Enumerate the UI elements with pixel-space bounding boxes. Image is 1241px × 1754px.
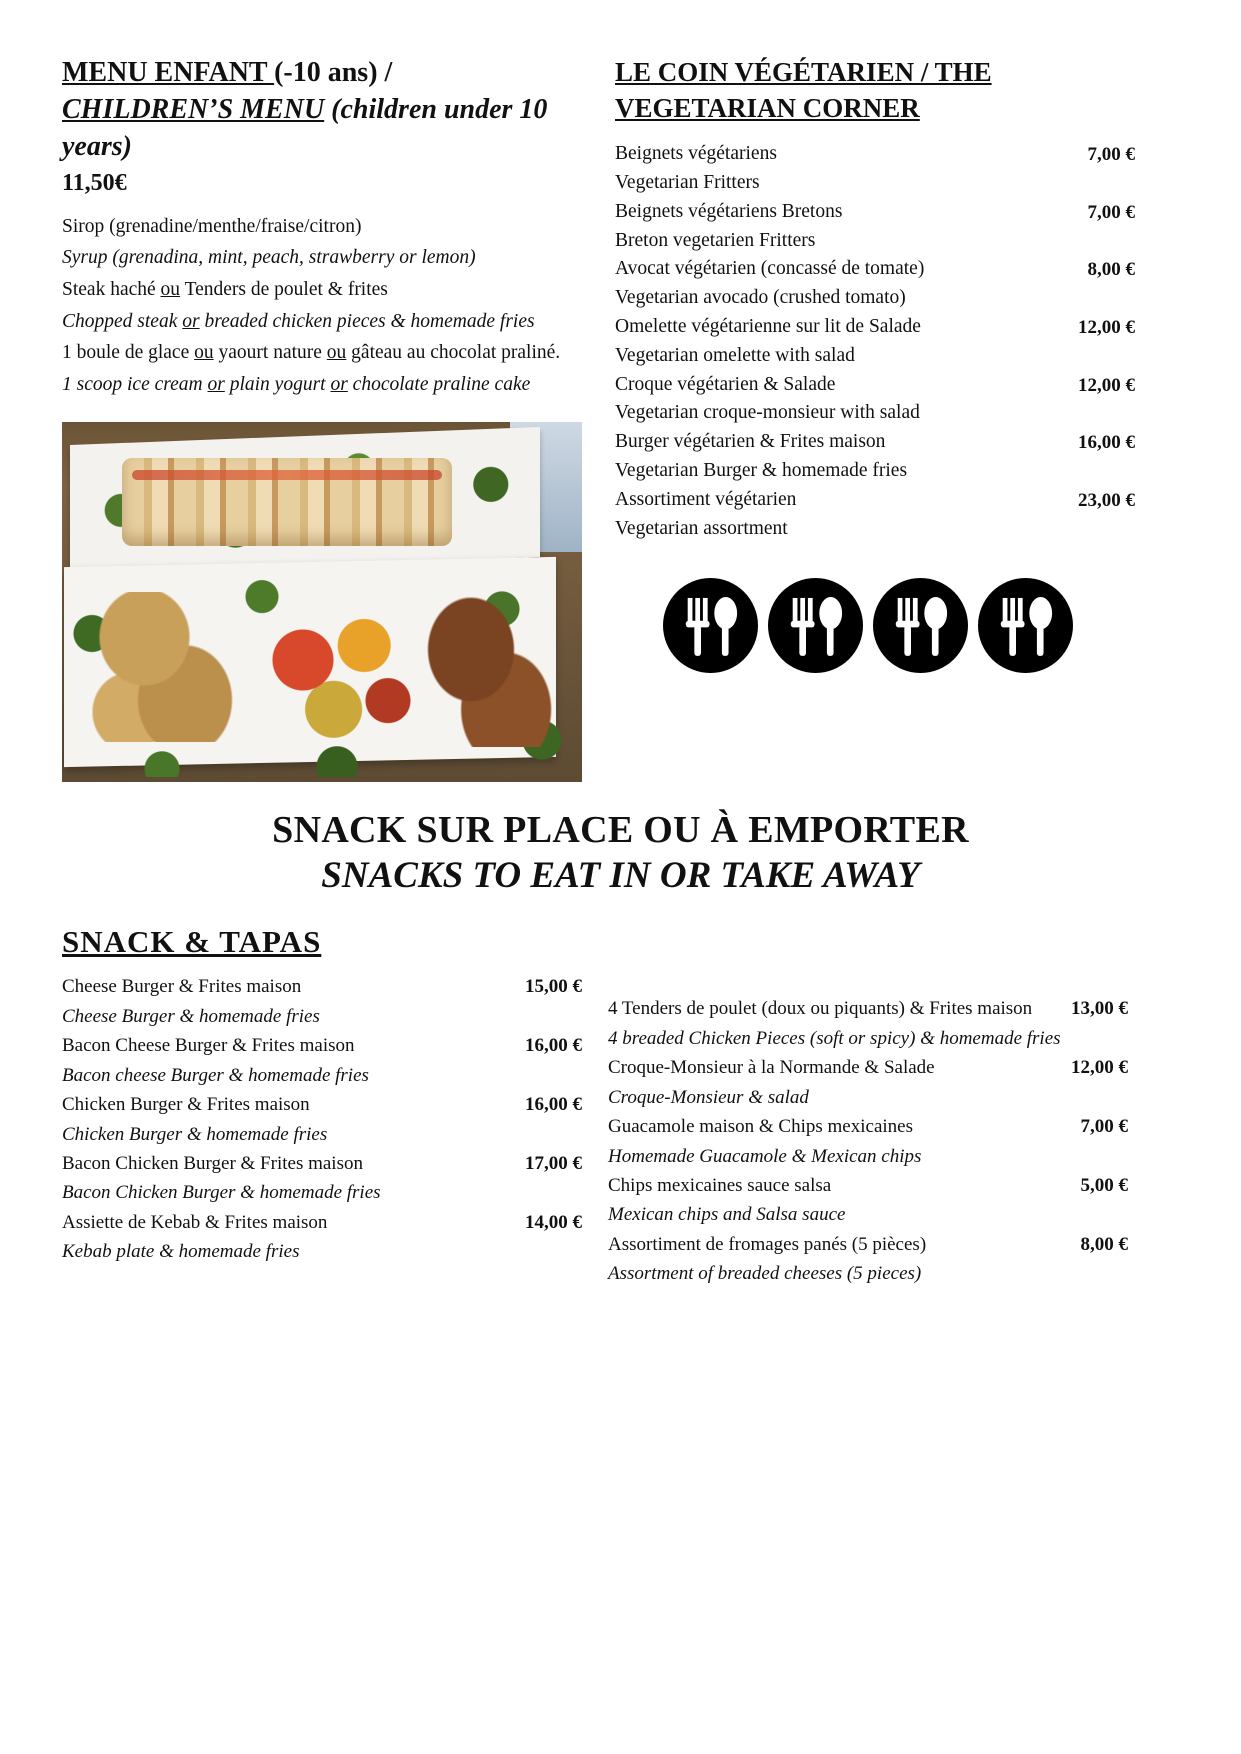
snack-item-name-en: Assortment of breaded cheeses (5 pieces)	[608, 1263, 922, 1285]
children-menu-column	[62, 55, 597, 782]
children-line-main-en-b: breaded chicken pieces & homemade fries	[199, 310, 535, 332]
vegetarian-item-name-fr: Croque végétarien & Salade	[615, 373, 836, 395]
vegetarian-item-name-en: Vegetarian Fritters	[615, 172, 760, 194]
children-menu-title-sep: (-10 ans) /	[274, 57, 393, 88]
children-line-dessert-en-or2: or	[330, 373, 348, 395]
snack-tapas-heading: SNACK & TAPAS	[62, 924, 322, 960]
children-line-dessert-fr-ou2: ou	[326, 342, 347, 364]
children-line-dessert-en-a: 1 scoop ice cream	[62, 373, 208, 395]
photo-fritters	[92, 592, 242, 742]
photo-sauce-drizzle	[132, 470, 442, 480]
children-line-dessert-fr	[62, 337, 597, 369]
snack-item-name-fr: Guacamole maison & Chips mexicaines	[608, 1116, 913, 1138]
list-item	[608, 1053, 1128, 1082]
list-item	[615, 371, 1135, 400]
children-line-main-fr-b: Tenders de poulet & frites	[180, 279, 388, 301]
snack-banner	[0, 808, 1241, 898]
snack-item-name-fr: Cheese Burger & Frites maison	[62, 976, 302, 998]
fork-spoon-icon	[978, 573, 1073, 678]
snack-item-price: 15,00 €	[525, 976, 582, 998]
vegetarian-item-name-en: Breton vegetarien Fritters	[615, 229, 816, 251]
children-menu-lines	[62, 211, 597, 400]
snack-item-price: 14,00 €	[525, 1211, 582, 1233]
snack-tapas-left-column	[62, 972, 582, 1288]
list-item	[62, 1208, 582, 1237]
snack-item-name-en: Kebab plate & homemade fries	[62, 1241, 300, 1263]
vegetarian-item-price: 12,00 €	[1078, 316, 1135, 338]
children-line-dessert-fr-c: gâteau au chocolat praliné.	[346, 342, 561, 364]
list-item	[62, 1149, 582, 1178]
children-line-dessert-en-c: chocolate praline cake	[347, 373, 531, 395]
photo-grilled-pieces	[417, 597, 552, 747]
vegetarian-item-name-en: Vegetarian croque-monsieur with salad	[615, 402, 920, 424]
vegetarian-column	[615, 55, 1135, 782]
vegetarian-list	[615, 140, 1135, 543]
snack-item-name-fr: Chicken Burger & Frites maison	[62, 1094, 310, 1116]
snack-item-name-fr: Bacon Chicken Burger & Frites maison	[62, 1152, 363, 1174]
snack-item-name-en: Bacon cheese Burger & homemade fries	[62, 1064, 369, 1086]
vegetarian-item-name-fr: Avocat végétarien (concassé de tomate)	[615, 258, 925, 280]
snack-tapas-right-column	[608, 972, 1128, 1288]
children-menu-price: 11,50€	[62, 169, 127, 196]
snack-item-price: 13,00 €	[1071, 998, 1128, 1020]
children-menu-title-en-rest: (children under 10 years)	[62, 93, 548, 162]
list-item	[615, 428, 1135, 457]
snack-item-price: 8,00 €	[1080, 1233, 1128, 1255]
dish-photo	[62, 422, 582, 782]
children-line-dessert-fr-b: yaourt nature	[213, 342, 327, 364]
snack-item-name-en: Homemade Guacamole & Mexican chips	[608, 1145, 922, 1167]
vegetarian-item-name-en: Vegetarian avocado (crushed tomato)	[615, 287, 906, 309]
snack-item-name-en: Croque-Monsieur & salad	[608, 1086, 809, 1108]
children-line-main-fr-ou: ou	[160, 279, 181, 301]
top-section	[0, 0, 1241, 782]
children-line-syrup-en: Syrup (grenadina, mint, peach, strawberry or lemon)	[62, 247, 476, 269]
snack-item-price: 12,00 €	[1071, 1057, 1128, 1079]
snack-item-price: 17,00 €	[525, 1152, 582, 1174]
children-line-dessert-fr-ou1: ou	[194, 342, 214, 364]
list-item	[62, 1031, 582, 1060]
list-item	[608, 1230, 1128, 1259]
list-item	[62, 1090, 582, 1119]
list-item	[615, 255, 1135, 284]
children-line-dessert-en-b: plain yogurt	[224, 373, 331, 395]
vegetarian-item-name-en: Vegetarian assortment	[615, 517, 788, 539]
snack-item-name-en: Mexican chips and Salsa sauce	[608, 1204, 846, 1226]
snack-item-name-fr: Assortiment de fromages panés (5 pièces)	[608, 1233, 927, 1255]
list-item	[615, 198, 1135, 227]
vegetarian-item-price: 8,00 €	[1087, 259, 1135, 281]
photo-peppers	[252, 602, 422, 747]
snack-item-price: 5,00 €	[1080, 1174, 1128, 1196]
children-menu-title	[62, 55, 597, 166]
list-item	[615, 486, 1135, 515]
children-line-dessert-en-or1: or	[207, 373, 225, 395]
snack-item-name-fr: 4 Tenders de poulet (doux ou piquants) & Frites maison	[608, 998, 1033, 1020]
children-menu-title-fr: MENU ENFANT	[62, 57, 275, 88]
snack-banner-fr: SNACK SUR PLACE OU À EMPORTER	[272, 809, 969, 852]
list-item	[608, 994, 1128, 1023]
snack-tapas-columns	[0, 972, 1241, 1288]
children-line-main-fr	[62, 274, 597, 306]
snack-item-name-en: Bacon Chicken Burger & homemade fries	[62, 1182, 381, 1204]
snack-item-name-en: Chicken Burger & homemade fries	[62, 1123, 328, 1145]
snack-item-name-en: Cheese Burger & homemade fries	[62, 1005, 320, 1027]
children-line-dessert-en	[62, 369, 597, 401]
vegetarian-item-name-fr: Burger végétarien & Frites maison	[615, 431, 886, 453]
vegetarian-title: LE COIN VÉGÉTARIEN / THE VEGETARIAN CORNER	[615, 57, 992, 123]
snack-item-name-fr: Chips mexicaines sauce salsa	[608, 1174, 832, 1196]
list-item	[62, 972, 582, 1001]
snack-item-name-fr: Assiette de Kebab & Frites maison	[62, 1211, 328, 1233]
snack-item-price: 16,00 €	[525, 1094, 582, 1116]
fork-spoon-icon	[663, 573, 758, 678]
dish-photo-canvas	[62, 422, 582, 782]
snack-item-name-fr: Bacon Cheese Burger & Frites maison	[62, 1035, 355, 1057]
fork-spoon-icon	[873, 573, 968, 678]
vegetarian-item-name-en: Vegetarian Burger & homemade fries	[615, 460, 908, 482]
list-item	[615, 140, 1135, 169]
children-line-dessert-fr-a: 1 boule de glace	[62, 342, 195, 364]
vegetarian-item-price: 7,00 €	[1087, 201, 1135, 223]
vegetarian-item-price: 23,00 €	[1078, 489, 1135, 511]
children-menu-title-en: CHILDREN’S MENU	[62, 93, 325, 125]
snack-item-name-fr: Croque-Monsieur à la Normande & Salade	[608, 1057, 935, 1079]
snack-item-price: 16,00 €	[525, 1035, 582, 1057]
snack-item-price: 7,00 €	[1080, 1116, 1128, 1138]
vegetarian-item-price: 16,00 €	[1078, 432, 1135, 454]
children-line-main-en-or: or	[182, 310, 200, 332]
vegetarian-item-price: 7,00 €	[1087, 144, 1135, 166]
snack-banner-en: SNACKS TO EAT IN OR TAKE AWAY	[321, 854, 920, 896]
rating-cutlery-row	[663, 573, 1135, 678]
vegetarian-item-name-fr: Assortiment végétarien	[615, 488, 797, 510]
snack-item-name-en: 4 breaded Chicken Pieces (soft or spicy) & homemade fries	[608, 1027, 1061, 1049]
vegetarian-item-name-fr: Beignets végétariens Bretons	[615, 200, 843, 222]
list-item	[615, 313, 1135, 342]
fork-spoon-icon	[768, 573, 863, 678]
children-line-main-fr-a: Steak haché	[62, 279, 161, 301]
children-line-syrup-fr: Sirop (grenadine/menthe/fraise/citron)	[62, 215, 362, 237]
vegetarian-item-price: 12,00 €	[1078, 374, 1135, 396]
children-line-main-en	[62, 306, 597, 338]
children-line-main-en-a: Chopped steak	[62, 310, 183, 332]
list-item	[608, 1171, 1128, 1200]
list-item	[608, 1112, 1128, 1141]
vegetarian-item-name-en: Vegetarian omelette with salad	[615, 344, 855, 366]
vegetarian-item-name-fr: Beignets végétariens	[615, 143, 777, 165]
vegetarian-item-name-fr: Omelette végétarienne sur lit de Salade	[615, 315, 921, 337]
